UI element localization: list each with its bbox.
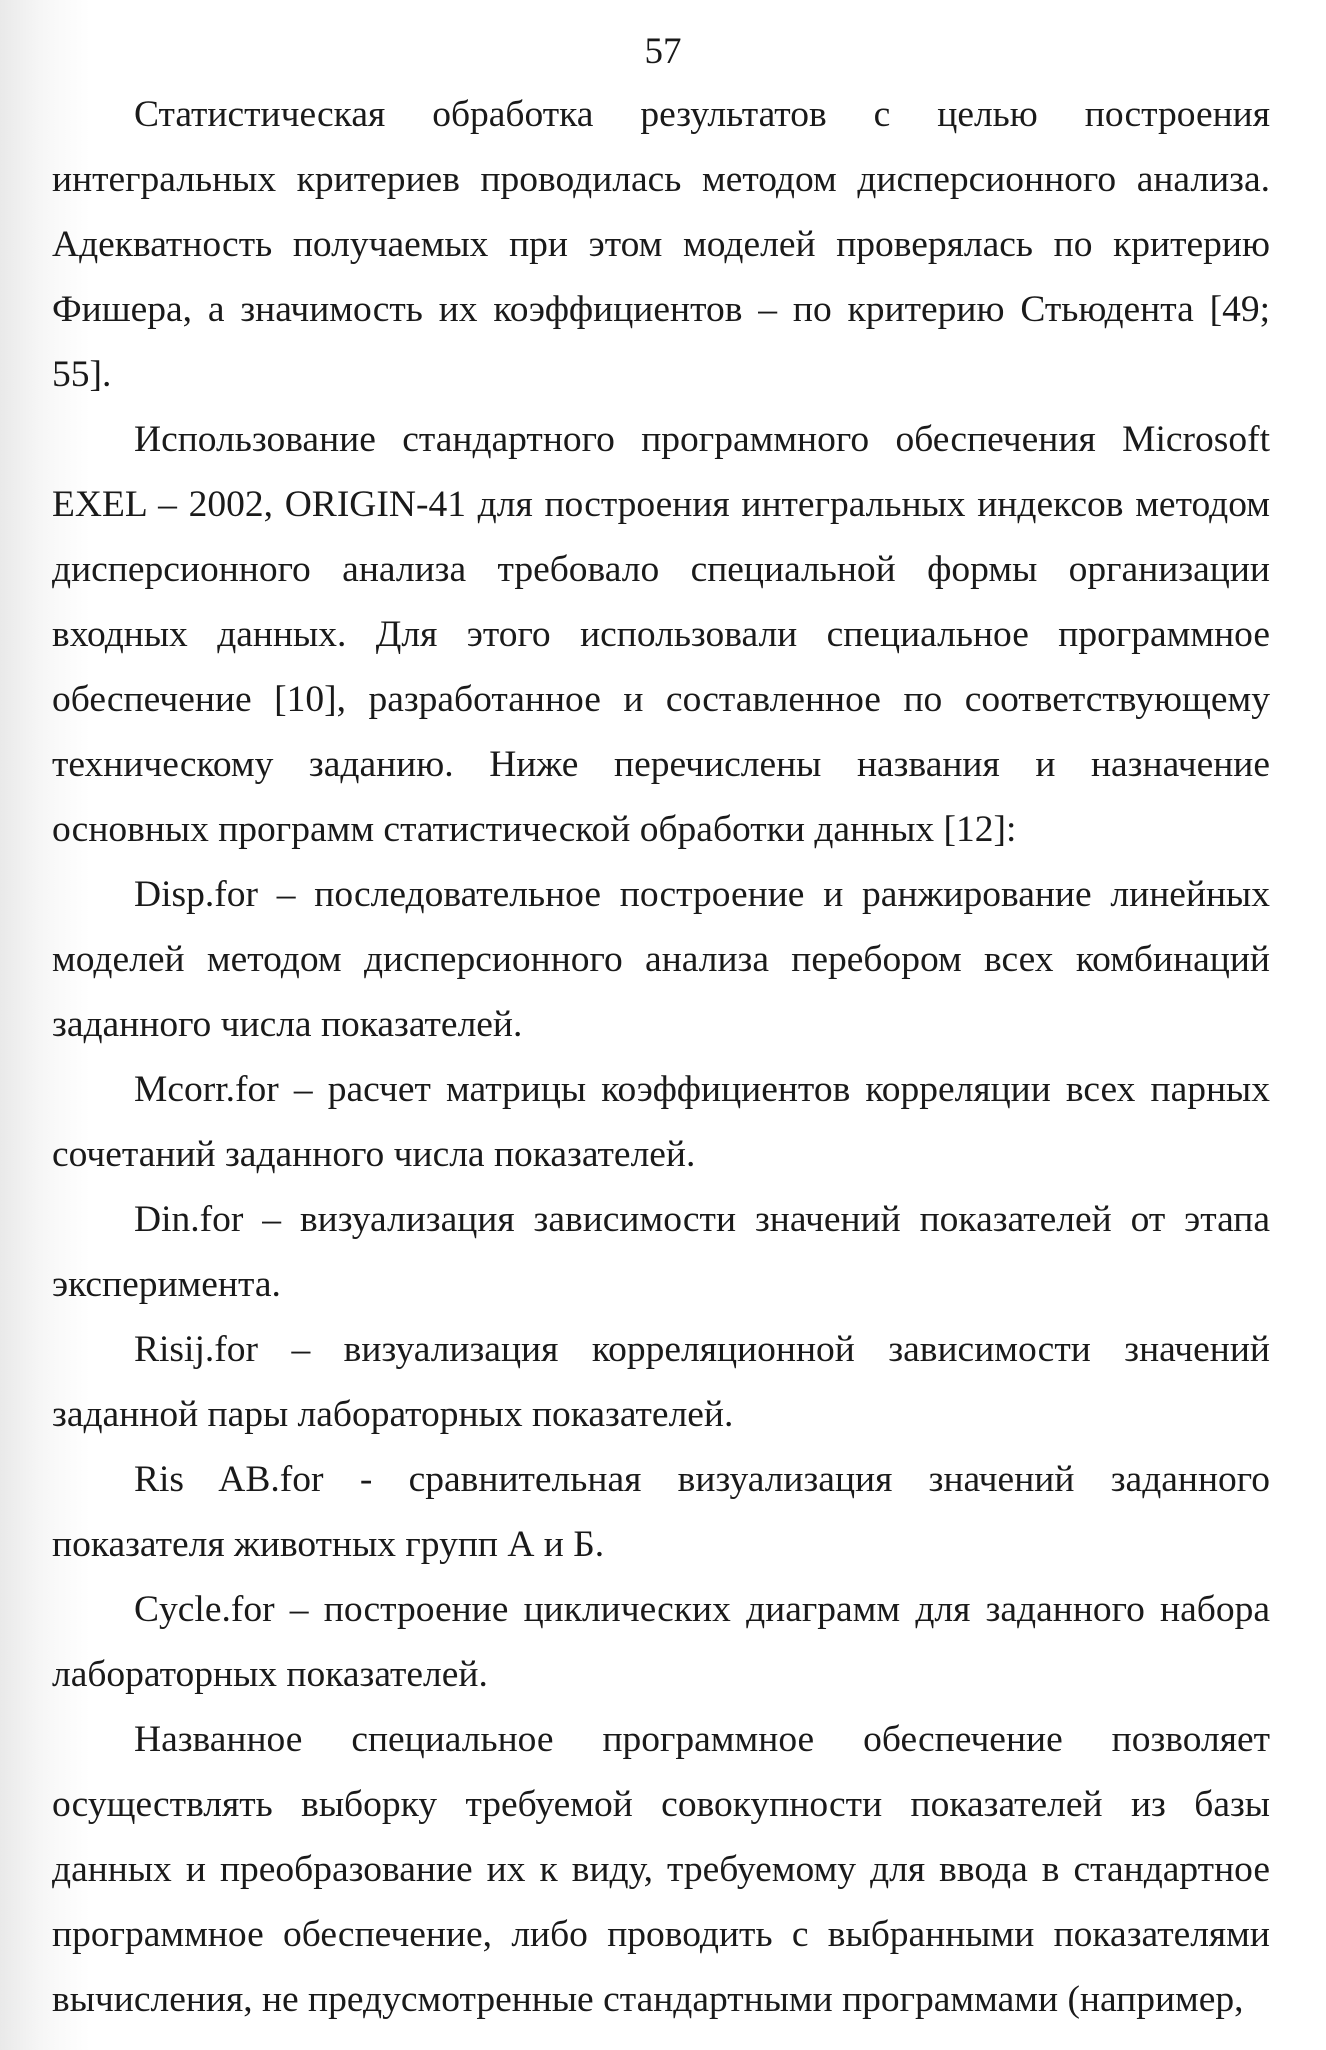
- paragraph-software-usage: Использование стандартного программного обеспечения Microsoft EXEL – 2002, ORIGIN-41 для построения интегральных индексов методом дисперсионного анализа требовало специальной формы организации входных данных. Для этого использовали специальное программное обеспечение [10], разработанное и составленное по соответствующему техническому заданию. Ниже перечислены названия и назначение основных программ статистической обработки данных [12]:: [52, 419, 1270, 850]
- program-item-risij: Risij.for – визуализация корреляционной зависимости значений заданной пары лабораторных показателей.: [52, 1329, 1270, 1435]
- program-item-ris-ab: Ris AB.for - сравнительная визуализация значений заданного показателя животных групп А и Б.: [52, 1459, 1270, 1565]
- program-item-cycle: Cycle.for – построение циклических диаграмм для заданного набора лабораторных показателей.: [52, 1589, 1270, 1695]
- program-item-din: Din.for – визуализация зависимости значений показателей от этапа эксперимента.: [52, 1199, 1270, 1305]
- paragraph-software-capabilities: Названное специальное программное обеспечение позволяет осуществлять выборку требуемой совокупности показателей из базы данных и преобразование их к виду, требуемому для ввода в стандартное программное обеспечение, либо проводить с выбранными показателями вычисления, не предусмотренные стандартными программами (например,: [52, 1719, 1270, 2020]
- program-item-disp: Disp.for – последовательное построение и ранжирование линейных моделей методом дисперсионного анализа перебором всех комбинаций заданного числа показателей.: [52, 874, 1270, 1045]
- page-number: 57: [644, 31, 682, 72]
- paragraph-statistical-processing: Статистическая обработка результатов с целью построения интегральных критериев проводилась методом дисперсионного анализа. Адекватность получаемых при этом моделей проверялась по критерию Фишера, а значимость их коэффициентов – по критерию Стьюдента [49; 55].: [52, 94, 1270, 395]
- program-item-mcorr: Mcorr.for – расчет матрицы коэффициентов корреляции всех парных сочетаний заданного числа показателей.: [52, 1069, 1270, 1175]
- document-body: [52, 82, 1270, 2032]
